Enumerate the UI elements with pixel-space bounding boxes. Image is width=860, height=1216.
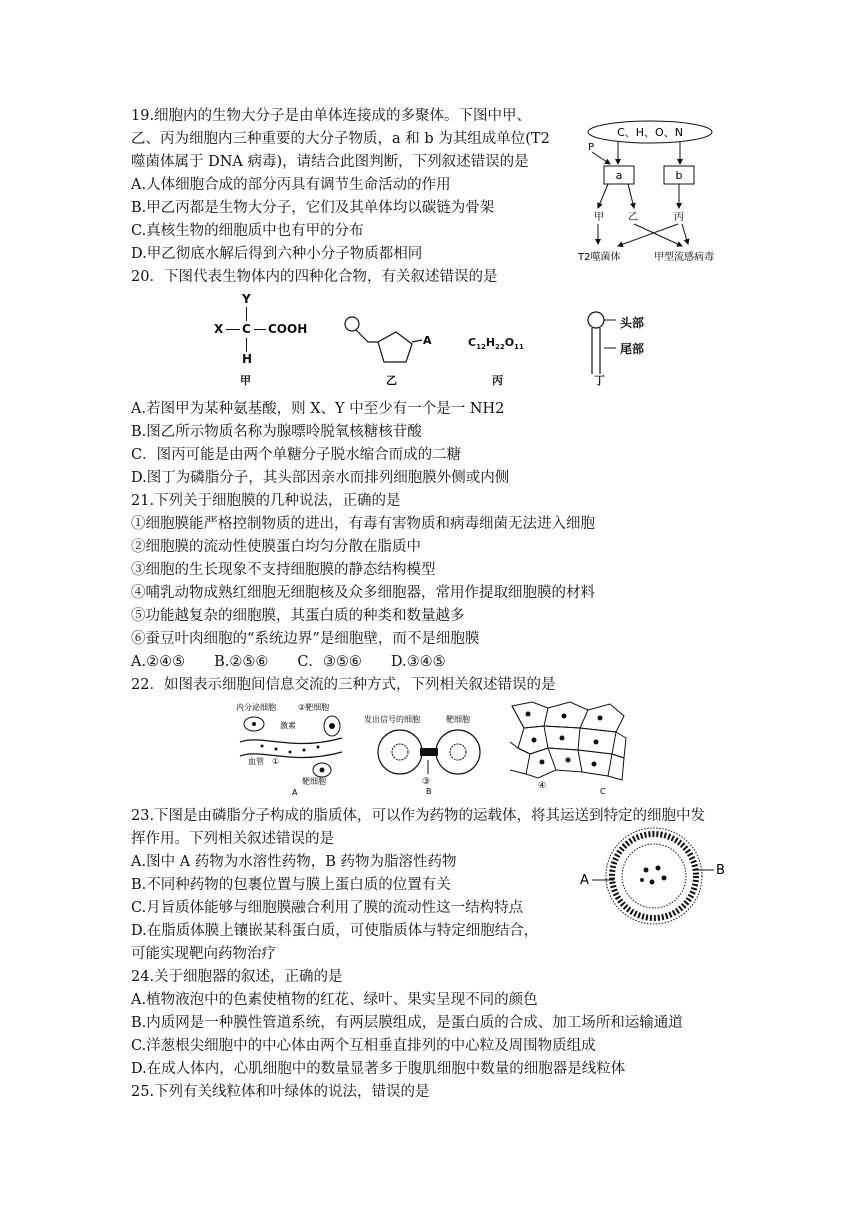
q23-liposome-figure [578, 824, 730, 928]
q19-stem-line-3: 噬菌体属于 DNA 病毒)，请结合此图判断，下列叙述错误的是 [131, 154, 529, 170]
q20-figure-bing [468, 336, 524, 351]
fig-c-label: C [600, 787, 606, 796]
q19-stem-line-2: 乙、丙为细胞内三种重要的大分子物质，a 和 b 为其组成单位(T2 [131, 131, 550, 147]
fig-a-label: A [292, 788, 298, 796]
ding-head-label: 头部 [620, 316, 645, 330]
signal-cell-label: 发出信号的细胞 [364, 715, 420, 724]
q24-option-b: B.内质网是一种膜性管道系统，有两层膜组成，是蛋白质的合成、加工场所和运输通道 [131, 1015, 683, 1031]
q21-item-5: ⑤功能越复杂的细胞膜，其蛋白质的种类和数量越多 [131, 608, 465, 624]
q22-figure-c [508, 698, 628, 798]
bing-c: C [468, 336, 477, 349]
liposome-inner-layer [622, 844, 686, 908]
q19-option-d: D.甲乙彻底水解后得到六种小分子物质都相同 [131, 246, 423, 262]
signal-cell [378, 730, 422, 774]
q19-stem-line-1: 19.细胞内的生物大分子是由单体连接成的多聚体。下图中甲、 [131, 108, 532, 124]
q19-macromolecule-diagram [578, 118, 758, 270]
pentose-ring [378, 332, 412, 362]
q24-option-d: D.在成人体内，心肌细胞中的数量显著多于腹肌细胞中数量的细胞器是线粒体 [131, 1061, 626, 1077]
phospholipid-head [588, 312, 604, 328]
vessel-label: 血管 [248, 757, 264, 766]
circle-three-label: ③ [422, 777, 431, 787]
q23-option-a: A.图中 A 药物为水溶性药物，B 药物为脂溶性药物 [131, 854, 457, 870]
circle-four-label: ④ [538, 781, 547, 791]
q24-option-c: C.洋葱根尖细胞中的中心体由两个互相垂直排列的中心粒及周围物质组成 [131, 1038, 596, 1054]
endocrine-label: 内分泌细胞 [236, 703, 276, 712]
q24-option-a: A.植物液泡中的色素使植物的红花、绿叶、果实呈现不同的颜色 [131, 992, 538, 1008]
bing-sub2: 22 [495, 343, 505, 352]
t2-label: T2噬菌体 [578, 252, 621, 263]
q20-option-d: D.图丁为磷脂分子，其头部因亲水而排列细胞膜外侧或内侧 [131, 470, 510, 486]
q21-options: A.②④⑤ B.②⑤⑥ C．③⑤⑥ D.③④⑤ [131, 654, 446, 670]
q24-stem: 24.关于细胞器的叙述，正确的是 [131, 969, 343, 985]
phospholipid-tails [592, 328, 600, 374]
q19-option-b: B.甲乙丙都是生物大分子，它们及其单体均以碳链为骨架 [131, 200, 495, 216]
q22-figure-b [360, 712, 490, 796]
jia-label: 甲 [240, 374, 251, 387]
bing-o: O [504, 336, 515, 349]
ding-label: 丁 [594, 374, 605, 387]
liposome-a-label: A [580, 873, 589, 888]
jia-y: Y [242, 292, 251, 306]
q21-stem: 21.下列关于细胞膜的几种说法，正确的是 [131, 493, 401, 509]
yi-label: 乙 [386, 374, 397, 387]
q21-item-2: ②细胞膜的流动性使膜蛋白均匀分散在脂质中 [131, 539, 421, 555]
fig-b-label: B [426, 787, 432, 796]
target-b-label: 靶细胞 [446, 715, 470, 724]
q20-figure-yi [340, 312, 440, 388]
q22-figure-a [232, 698, 352, 796]
yi-a-label: A [423, 334, 432, 347]
q23-option-d-cont: 可能实现靶向药物治疗 [131, 946, 276, 962]
q23-stem-line-1: 23.下图是由磷脂分子构成的脂质体，可以作为药物的运载体，将其运送到特定的细胞中发 [131, 808, 706, 824]
target2-label: ②靶细胞 [298, 703, 330, 712]
liposome-b-label: B [716, 863, 725, 878]
q21-item-1: ①细胞膜能严格控制物质的进出，有毒有害物质和病毒细菌无法进入细胞 [131, 516, 595, 532]
q19-option-a: A.人体细胞合成的部分丙具有调节生命活动的作用 [131, 177, 451, 193]
blood-vessel-top [240, 738, 342, 744]
jia-h: H [242, 352, 253, 366]
q20-option-c: C．图丙可能是由两个单糖分子脱水缩合而成的二糖 [131, 447, 462, 463]
b-label: b [675, 169, 683, 182]
ding-tail-label: 尾部 [620, 342, 645, 356]
phosphate-circle [345, 317, 359, 331]
bing-sub3: 11 [514, 343, 524, 352]
receiving-cell [436, 730, 480, 774]
q20-option-b: B.图乙所示物质名称为腺嘌呤脱氧核糖核苷酸 [131, 424, 422, 440]
q20-stem: 20．下图代表生物体内的四种化合物，有关叙述错误的是 [131, 269, 498, 285]
q20-figure-jia [212, 292, 322, 387]
elements-label: C、H、O、N [617, 126, 683, 139]
q23-option-b: B.不同种药物的包裹位置与膜上蛋白质的位置有关 [131, 877, 451, 893]
flu-label: 甲型流感病毒 [654, 252, 714, 263]
liposome-outer-layer [606, 828, 702, 924]
jia-x: X [214, 322, 224, 336]
q22-stem: 22．如图表示细胞间信息交流的三种方式，下列相关叙述错误的是 [131, 677, 556, 693]
yi-label: 乙 [628, 212, 638, 223]
jia-cooh: COOH [268, 322, 308, 336]
circle-one-label: ① [272, 757, 280, 766]
contact-point [420, 748, 438, 756]
liposome-bilayer [612, 834, 696, 918]
q23-option-c: C.月旨质体能够与细胞膜融合利用了膜的流动性这一结构特点 [131, 900, 524, 916]
jia-label: 甲 [594, 212, 604, 223]
q20-option-a: A.若图甲为某种氨基酸，则 X、Y 中至少有一个是一 NH2 [131, 401, 505, 417]
q23-option-d: D.在脂质体膜上镶嵌某科蛋白质，可使脂质体与特定细胞结合， [131, 923, 539, 939]
p-label: P [588, 142, 595, 153]
bing-label: 丙 [674, 212, 684, 223]
jia-c: C [242, 322, 251, 336]
bing-sub1: 12 [476, 343, 486, 352]
target-bottom-label: 靶细胞 [302, 777, 326, 786]
bing-label: 丙 [492, 374, 503, 387]
q23-stem-line-2: 挥作用。下列相关叙述错误的是 [131, 831, 334, 847]
a-label: a [615, 169, 623, 182]
q21-item-6: ⑥蚕豆叶肉细胞的“系统边界”是细胞壁，而不是细胞膜 [131, 631, 480, 647]
q19-option-c: C.真核生物的细胞质中也有甲的分布 [131, 223, 364, 239]
q21-item-3: ③细胞的生长现象不支持细胞膜的静态结构模型 [131, 562, 436, 578]
q21-item-4: ④哺乳动物成熟红细胞无细胞核及众多细胞器，常用作提取细胞膜的材料 [131, 585, 595, 601]
bing-h: H [485, 336, 496, 349]
hormone-label: 激素 [280, 721, 296, 730]
q25-stem: 25.下列有关线粒体和叶绿体的说法，错误的是 [131, 1084, 430, 1100]
